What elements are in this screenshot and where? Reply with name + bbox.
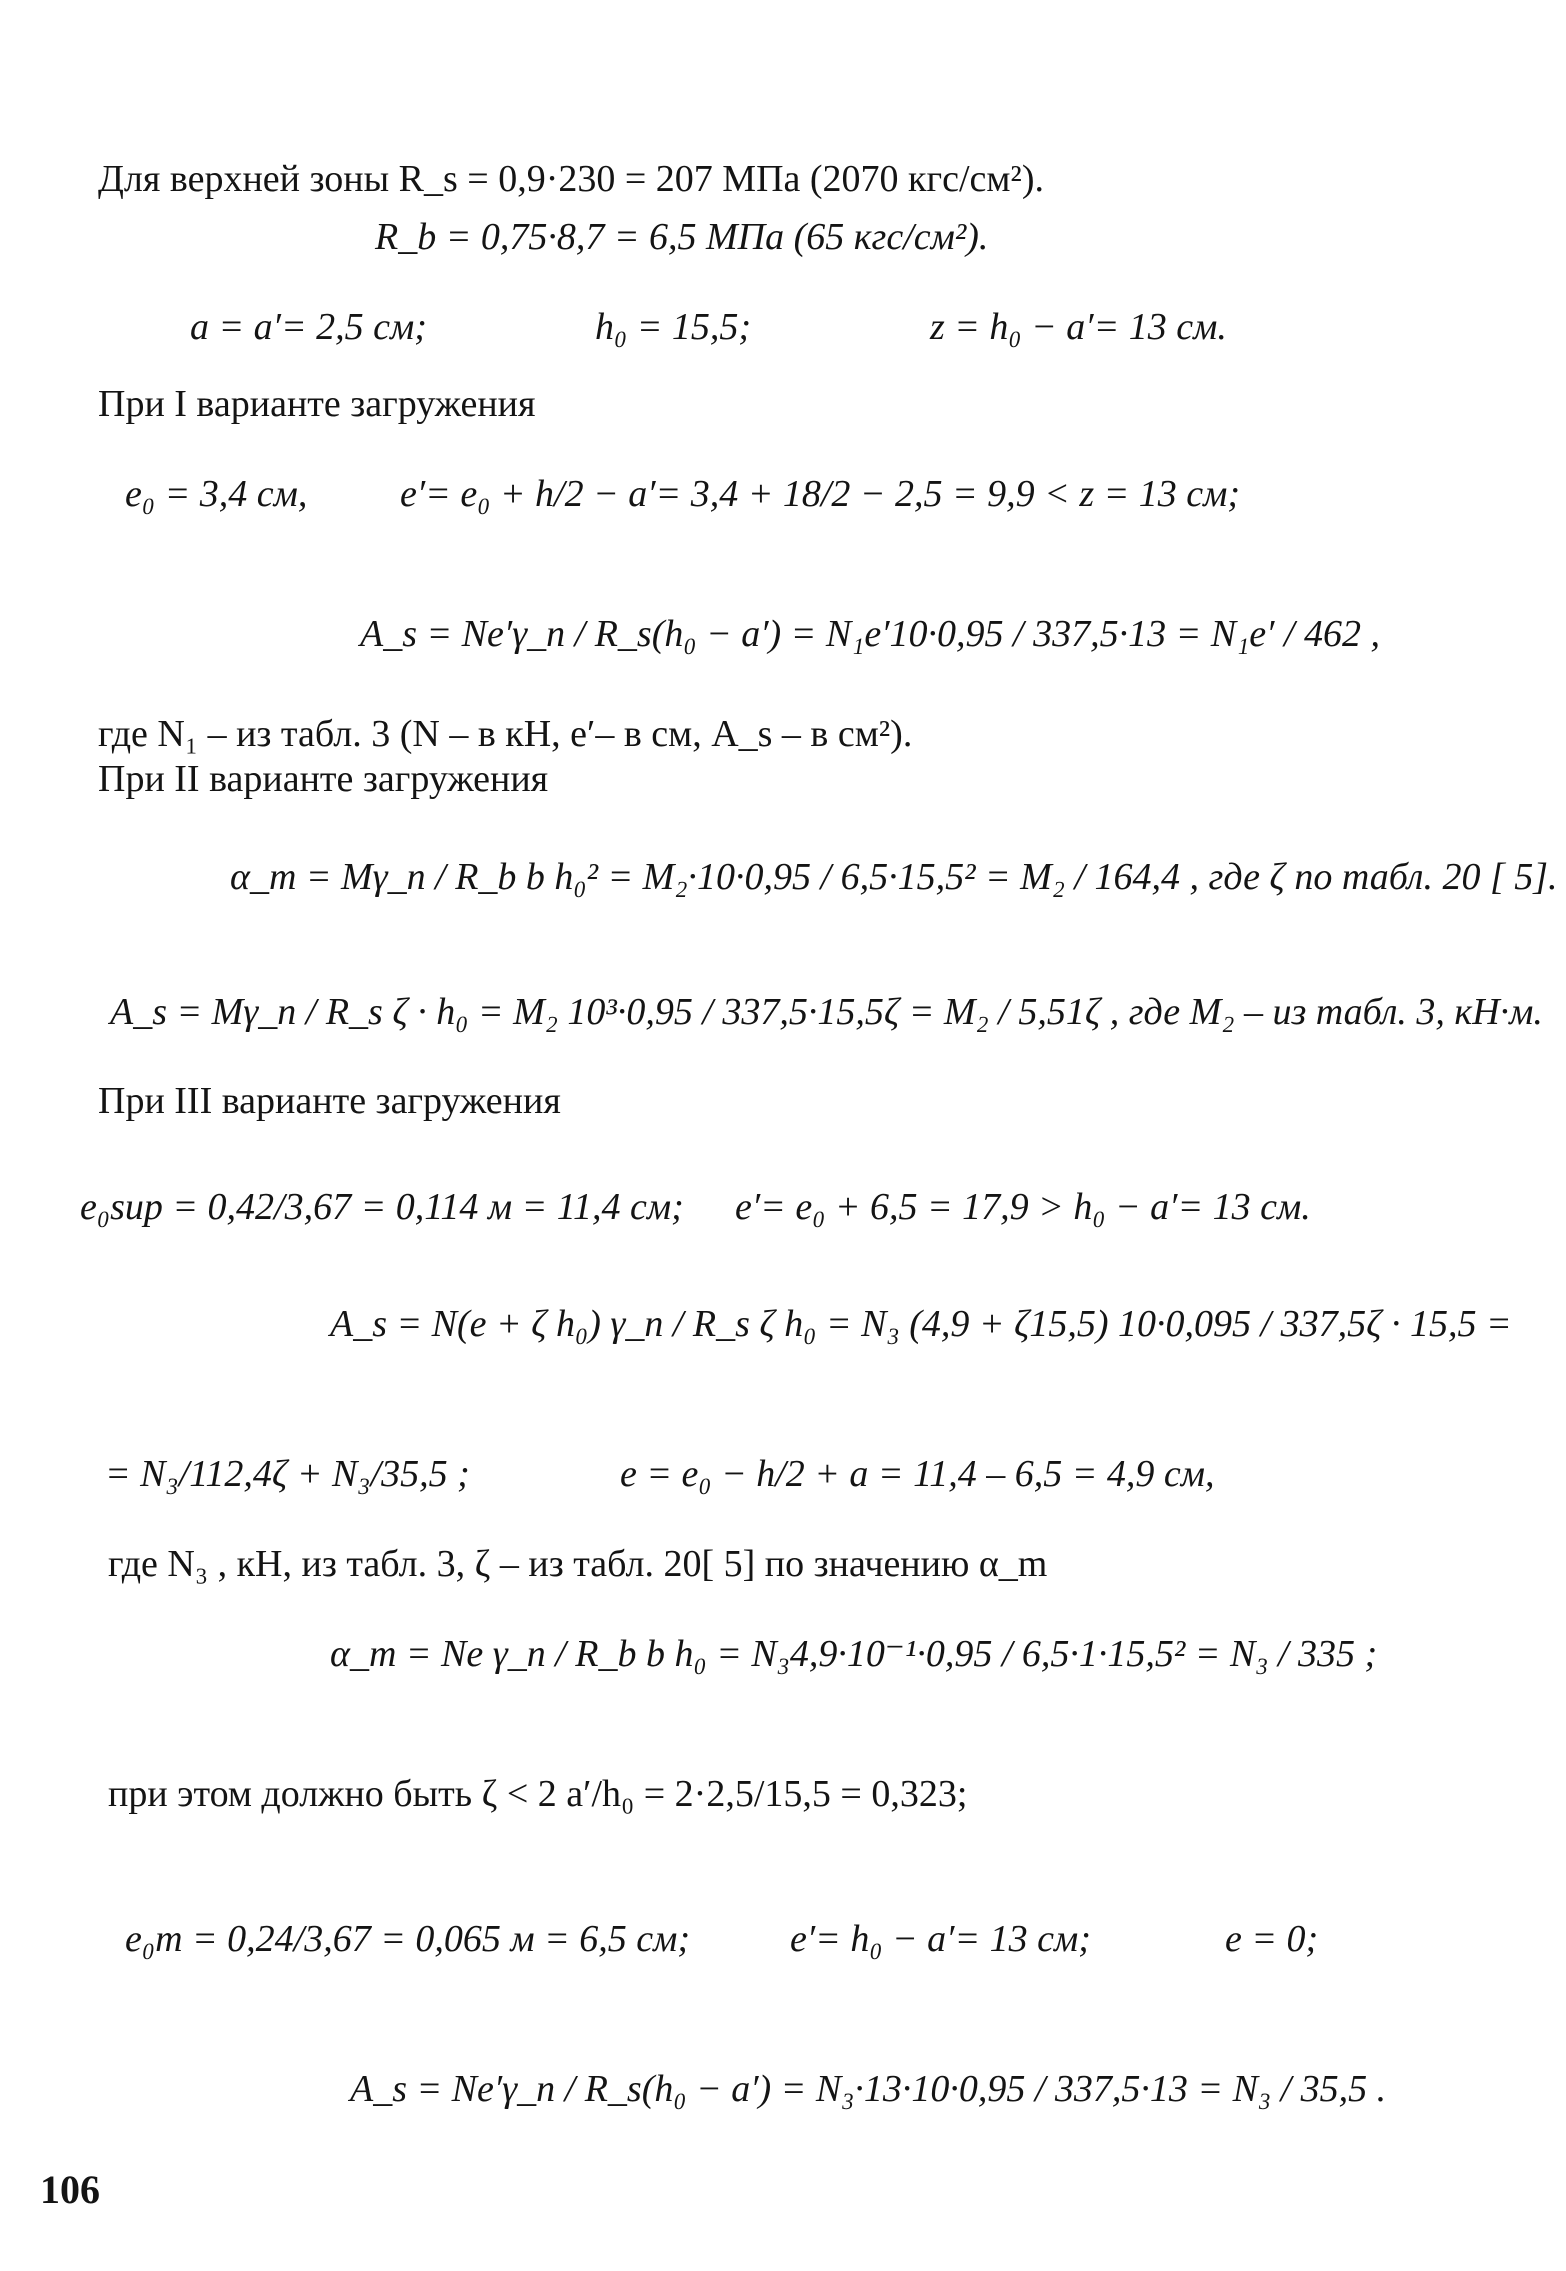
- text-line: Для верхней зоны R_s = 0,9·230 = 207 МПа (2070 кгс/см²).: [98, 158, 1044, 200]
- formula-line: e = 0;: [1225, 1918, 1319, 1960]
- formula-line: A_s = N(e + ζ h₀) γ_n / R_s ζ h₀ = N₃ (4,9 + ζ15,5) 10·0,095 / 337,5ζ · 15,5 =: [330, 1303, 1512, 1345]
- section-heading: При I варианте загружения: [98, 383, 536, 425]
- text-line: где N₁ – из табл. 3 (N – в кН, e′– в см, A_s – в см²).: [98, 713, 913, 755]
- formula-line: e₀m = 0,24/3,67 = 0,065 м = 6,5 см;: [125, 1918, 691, 1960]
- formula-line: e′= h₀ − a′= 13 см;: [790, 1918, 1091, 1960]
- formula-line: A_s = Ne′γ_n / R_s(h₀ − a′) = N₁e′10·0,95 / 337,5·13 = N₁e′ / 462 ,: [360, 613, 1381, 655]
- formula-line: A_s = Ne′γ_n / R_s(h₀ − a′) = N₃·13·10·0,95 / 337,5·13 = N₃ / 35,5 .: [350, 2068, 1387, 2110]
- formula-line: = N₃/112,4ζ + N₃/35,5 ;: [105, 1453, 470, 1495]
- formula-line: e′= e₀ + h/2 − a′= 3,4 + 18/2 − 2,5 = 9,9 < z = 13 см;: [400, 473, 1241, 515]
- formula-line: z = h₀ − a′= 13 см.: [930, 306, 1227, 348]
- formula-line: A_s = Mγ_n / R_s ζ · h₀ = M₂ 10³·0,95 / 337,5·15,5ζ = M₂ / 5,51ζ , где M₂ – из табл. 3, кН·м.: [110, 991, 1543, 1033]
- page-number: 106: [40, 2167, 100, 2212]
- formula-line: α_m = Ne γ_n / R_b b h₀ = N₃4,9·10⁻¹·0,95 / 6,5·1·15,5² = N₃ / 335 ;: [330, 1633, 1378, 1675]
- formula-line: e = e₀ − h/2 + a = 11,4 – 6,5 = 4,9 см,: [620, 1453, 1215, 1495]
- text-line: при этом должно быть ζ < 2 a′/h₀ = 2·2,5/15,5 = 0,323;: [108, 1773, 968, 1815]
- formula-line: e′= e₀ + 6,5 = 17,9 > h₀ − a′= 13 см.: [735, 1186, 1311, 1228]
- text-line: где N₃ , кН, из табл. 3, ζ – из табл. 20[ 5] по значению α_m: [108, 1543, 1048, 1585]
- formula-line: R_b = 0,75·8,7 = 6,5 МПа (65 кгс/см²).: [375, 216, 989, 258]
- formula-line: e₀ = 3,4 см,: [125, 473, 308, 515]
- section-heading: При II варианте загружения: [98, 758, 549, 800]
- formula-line: α_m = Mγ_n / R_b b h₀² = M₂·10·0,95 / 6,5·15,5² = M₂ / 164,4 , где ζ по табл. 20 [ 5].: [230, 856, 1558, 898]
- formula-line: e₀sup = 0,42/3,67 = 0,114 м = 11,4 см;: [80, 1186, 684, 1228]
- formula-line: h₀ = 15,5;: [595, 306, 752, 348]
- section-heading: При III варианте загружения: [98, 1080, 561, 1122]
- formula-line: a = a′= 2,5 см;: [190, 306, 427, 348]
